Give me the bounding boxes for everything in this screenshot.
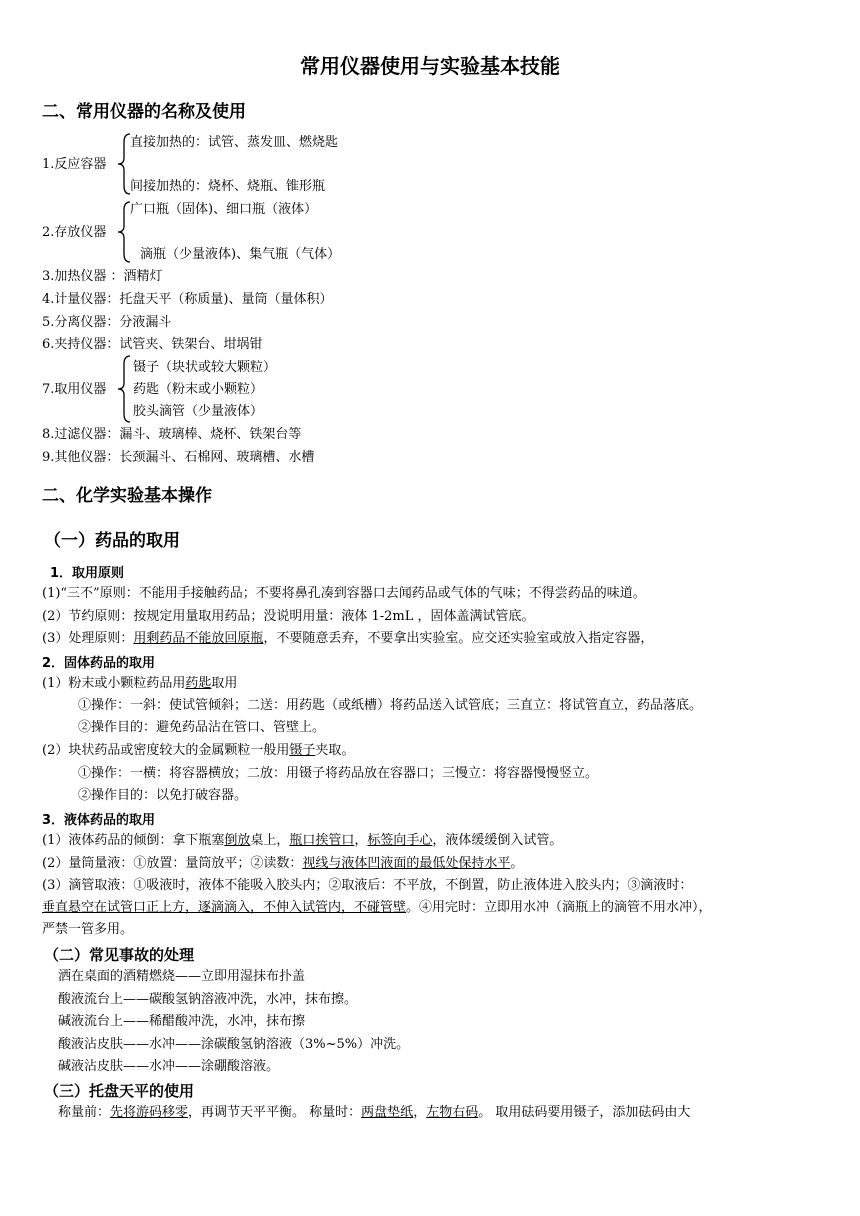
item-dropper-bottles: 滴瓶（少量液体)、集气瓶（气体） — [140, 247, 341, 262]
solid-line: ①操作：一斜：使试管倾斜；二送：用药匙（或纸槽）将药品送入试管底；三直立：将试管直立，药品落底。 — [78, 698, 703, 713]
accident-line: 洒在桌面的酒精燃烧——立即用湿抹布扑盖 — [58, 969, 306, 984]
solid-line: ②操作目的：以免打破容器。 — [78, 788, 248, 803]
solid-line: ②操作目的：避免药品沾在管口、管壁上。 — [78, 720, 326, 735]
page-title: 常用仪器使用与实验基本技能 — [300, 54, 560, 78]
item-indirect-heating: 间接加热的：烧杯、烧瓶、锥形瓶 — [130, 179, 326, 194]
item-storage-label: 2.存放仪器 — [42, 225, 107, 240]
brace-icon — [116, 354, 132, 424]
principle-line: (3）处理原则：用剩药品不能放回原瓶，不要随意丢弃，不要拿出实验室。应交还实验室或放入指定容器， — [42, 631, 654, 646]
item-taking-label: 7.取用仪器 — [42, 382, 107, 397]
liquid-line: (1）液体药品的倾倒：拿下瓶塞倒放桌上，瓶口挨管口，标签向手心，液体缓缓倒入试管。 — [42, 833, 563, 848]
liquid-line: 垂直悬空在试管口正上方，逐滴滴入，不伸入试管内，不碰管壁。④用完时：立即用水冲（滴瓶上的滴管不用水冲）， — [42, 900, 712, 915]
principle-line: (2）节约原则：按规定用量取用药品；没说明用量：液体 1-2mL ，固体盖满试管底。 — [42, 609, 535, 624]
liquid-line: (2）量筒量液：①放置：量筒放平；②读数：视线与液体凹液面的最低处保持水平。 — [42, 856, 524, 871]
item-spoon: 药匙（粉末或小颗粒） — [133, 382, 264, 397]
solid-heading: 2．固体药品的取用 — [42, 656, 156, 671]
item-dropper: 胶头滴管（少量液体） — [133, 404, 264, 419]
accident-line: 酸液沾皮肤——水冲——涂碳酸氢钠溶液（3%~5%）冲洗。 — [58, 1037, 410, 1052]
liquid-line: 严禁一管多用。 — [42, 922, 134, 937]
subsection-heading-taking: （一）药品的取用 — [44, 531, 180, 551]
solid-line: (2）块状药品或密度较大的金属颗粒一般用镊子夹取。 — [42, 743, 355, 758]
section-heading-instruments: 二、常用仪器的名称及使用 — [42, 102, 246, 122]
accident-line: 碱液沾皮肤——水冲——涂硼酸溶液。 — [58, 1059, 280, 1074]
subsection-heading-accidents: （二）常见事故的处理 — [44, 946, 195, 964]
item-heating: 3.加热仪器 ：酒精灯 — [42, 269, 163, 284]
item-direct-heating: 直接加热的：试管、蒸发皿、燃烧匙 — [130, 135, 339, 150]
item-filtering: 8.过滤仪器：漏斗、玻璃棒、烧杯、铁架台等 — [42, 427, 302, 442]
section-heading-operations: 二、化学实验基本操作 — [42, 486, 212, 506]
item-separation: 5.分离仪器：分液漏斗 — [42, 315, 172, 330]
balance-line: 称量前：先将游码移零，再调节天平平衡。 称量时：两盘垫纸，左物右码。 取用砝码要用镊子，添加砝码由大 — [58, 1105, 691, 1120]
item-tweezers: 镊子（块状或较大颗粒） — [133, 360, 277, 375]
principles-heading: 1．取用原则 — [50, 566, 125, 581]
principle-line: (1)“三不”原则：不能用手接触药品；不要将鼻孔凑到容器口去闻药品或气体的气味；不得尝药品的味道。 — [42, 586, 646, 601]
subsection-heading-balance: （三）托盘天平的使用 — [44, 1082, 195, 1100]
item-measuring: 4.计量仪器：托盘天平（称质量)、量筒（量体积） — [42, 292, 333, 307]
item-other: 9.其他仪器：长颈漏斗、石棉网、玻璃槽、水槽 — [42, 450, 315, 465]
solid-line: ①操作：一横：将容器横放；二放：用镊子将药品放在容器口；三慢立：将容器慢慢竖立。 — [78, 766, 599, 781]
item-reaction-vessels-label: 1.反应容器 — [42, 157, 107, 172]
accident-line: 碱液流台上——稀醋酸冲洗，水冲，抹布擦 — [58, 1014, 306, 1029]
liquid-line: (3）滴管取液：①吸液时，液体不能吸入胶头内；②取液后：不平放，不倒置，防止液体进入胶头内；③滴液时： — [42, 878, 693, 893]
item-holding: 6.夹持仪器：试管夹、铁架台、坩埚钳 — [42, 337, 263, 352]
liquid-heading: 3．液体药品的取用 — [42, 813, 156, 828]
solid-line: (1）粉末或小颗粒药品用药匙取用 — [42, 676, 238, 691]
item-storage-bottles: 广口瓶（固体)、细口瓶（液体） — [130, 202, 318, 217]
accident-line: 酸液流台上——碳酸氢钠溶液冲洗，水冲，抹布擦。 — [58, 992, 358, 1007]
